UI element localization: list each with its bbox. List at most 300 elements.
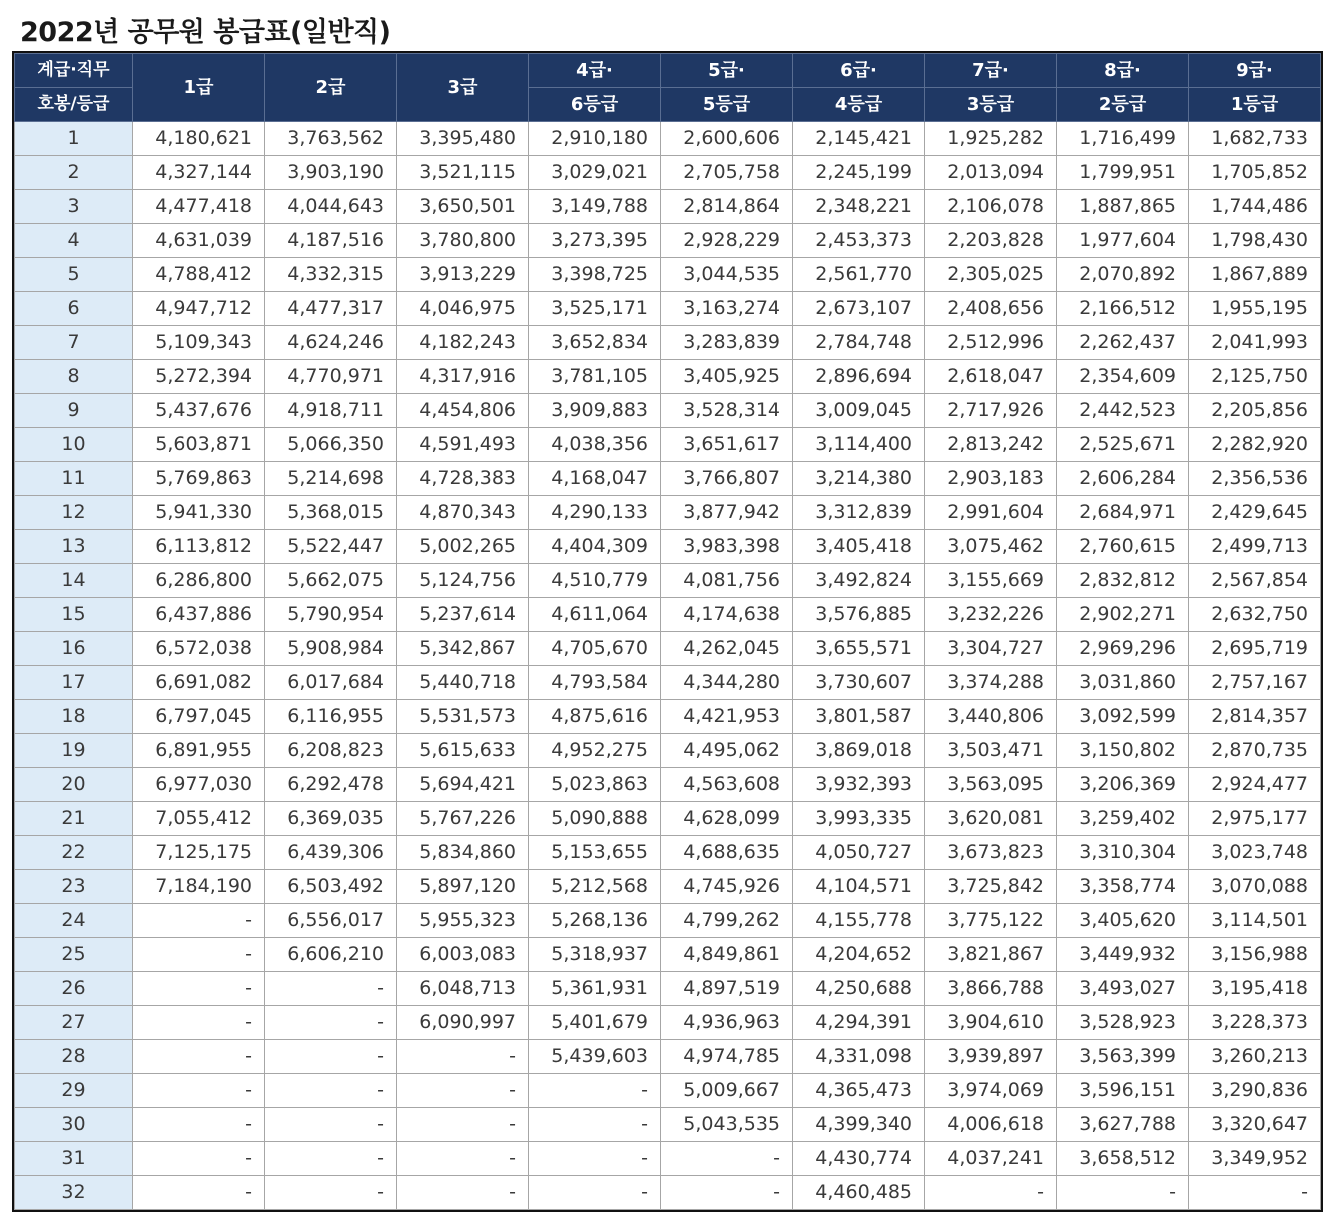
salary-cell: 4,870,343 <box>397 496 529 530</box>
salary-cell: 3,405,620 <box>1057 904 1189 938</box>
salary-cell: 2,512,996 <box>925 326 1057 360</box>
salary-cell: 3,374,288 <box>925 666 1057 700</box>
step-cell: 18 <box>15 700 133 734</box>
table-row <box>15 122 1321 156</box>
table-row <box>15 428 1321 462</box>
salary-cell: 2,832,812 <box>1057 564 1189 598</box>
salary-cell: 2,910,180 <box>529 122 661 156</box>
salary-cell: 4,875,616 <box>529 700 661 734</box>
salary-cell: 3,780,800 <box>397 224 529 258</box>
table-row <box>15 1006 1321 1040</box>
salary-cell: 4,332,315 <box>265 258 397 292</box>
salary-cell: 2,125,750 <box>1189 360 1321 394</box>
salary-cell: 6,977,030 <box>133 768 265 802</box>
table-row <box>15 156 1321 190</box>
salary-cell: 3,092,599 <box>1057 700 1189 734</box>
salary-cell: 4,477,418 <box>133 190 265 224</box>
salary-cell: 5,908,984 <box>265 632 397 666</box>
salary-cell: 3,029,021 <box>529 156 661 190</box>
salary-cell: 3,932,393 <box>793 768 925 802</box>
salary-cell: 2,903,183 <box>925 462 1057 496</box>
salary-cell: 6,369,035 <box>265 802 397 836</box>
salary-cell: 5,237,614 <box>397 598 529 632</box>
salary-cell: 2,760,615 <box>1057 530 1189 564</box>
column-header-grade: 7급· <box>925 54 1057 88</box>
salary-cell: 1,705,852 <box>1189 156 1321 190</box>
salary-cell: 2,924,477 <box>1189 768 1321 802</box>
salary-cell: 2,145,421 <box>793 122 925 156</box>
salary-cell: 4,624,246 <box>265 326 397 360</box>
salary-cell: 4,421,953 <box>661 700 793 734</box>
step-cell: 26 <box>15 972 133 1006</box>
column-header-grade: 9급· <box>1189 54 1321 88</box>
table-row <box>15 292 1321 326</box>
salary-cell: - <box>397 1176 529 1210</box>
table-row <box>15 836 1321 870</box>
salary-cell: 3,503,471 <box>925 734 1057 768</box>
salary-cell: 4,187,516 <box>265 224 397 258</box>
table-header <box>15 54 1321 122</box>
salary-cell: - <box>133 1176 265 1210</box>
salary-cell: - <box>265 1176 397 1210</box>
salary-cell: 3,652,834 <box>529 326 661 360</box>
salary-cell: 2,041,993 <box>1189 326 1321 360</box>
salary-cell: 1,887,865 <box>1057 190 1189 224</box>
salary-cell: 6,439,306 <box>265 836 397 870</box>
salary-cell: 2,525,671 <box>1057 428 1189 462</box>
salary-cell: 3,206,369 <box>1057 768 1189 802</box>
step-cell: 14 <box>15 564 133 598</box>
salary-cell: 4,046,975 <box>397 292 529 326</box>
salary-cell: 6,556,017 <box>265 904 397 938</box>
salary-cell: 3,725,842 <box>925 870 1057 904</box>
salary-cell: 1,682,733 <box>1189 122 1321 156</box>
step-cell: 11 <box>15 462 133 496</box>
salary-cell: 5,662,075 <box>265 564 397 598</box>
salary-cell: 4,631,039 <box>133 224 265 258</box>
salary-cell: 3,023,748 <box>1189 836 1321 870</box>
salary-cell: 4,947,712 <box>133 292 265 326</box>
salary-cell: 2,106,078 <box>925 190 1057 224</box>
salary-cell: 6,116,955 <box>265 700 397 734</box>
table-row <box>15 190 1321 224</box>
salary-cell: 4,182,243 <box>397 326 529 360</box>
table-row <box>15 224 1321 258</box>
salary-cell: - <box>265 1040 397 1074</box>
salary-cell: 2,928,229 <box>661 224 793 258</box>
step-cell: 29 <box>15 1074 133 1108</box>
salary-cell: 3,673,823 <box>925 836 1057 870</box>
step-cell: 5 <box>15 258 133 292</box>
salary-cell: 3,310,304 <box>1057 836 1189 870</box>
salary-cell: 5,603,871 <box>133 428 265 462</box>
salary-cell: 7,125,175 <box>133 836 265 870</box>
table-row <box>15 1108 1321 1142</box>
salary-cell: 4,628,099 <box>661 802 793 836</box>
salary-cell: 4,038,356 <box>529 428 661 462</box>
salary-cell: 5,440,718 <box>397 666 529 700</box>
salary-cell: 4,770,971 <box>265 360 397 394</box>
salary-cell: 3,974,069 <box>925 1074 1057 1108</box>
salary-cell: 4,430,774 <box>793 1142 925 1176</box>
salary-cell: 3,525,171 <box>529 292 661 326</box>
salary-cell: 5,790,954 <box>265 598 397 632</box>
salary-cell: 2,453,373 <box>793 224 925 258</box>
page-title: 2022년 공무원 봉급표(일반직) <box>20 17 391 48</box>
salary-cell: 3,195,418 <box>1189 972 1321 1006</box>
salary-cell: 3,909,883 <box>529 394 661 428</box>
salary-cell: 4,611,064 <box>529 598 661 632</box>
salary-cell: 3,492,824 <box>793 564 925 598</box>
salary-cell: 6,017,684 <box>265 666 397 700</box>
step-cell: 24 <box>15 904 133 938</box>
salary-cell: 6,572,038 <box>133 632 265 666</box>
salary-cell: 6,691,082 <box>133 666 265 700</box>
step-cell: 13 <box>15 530 133 564</box>
column-header-level: 4등급 <box>793 88 925 122</box>
salary-cell: 2,203,828 <box>925 224 1057 258</box>
table-row <box>15 1040 1321 1074</box>
salary-cell: 3,304,727 <box>925 632 1057 666</box>
table-row <box>15 326 1321 360</box>
salary-cell: 3,349,952 <box>1189 1142 1321 1176</box>
salary-cell: 5,401,679 <box>529 1006 661 1040</box>
salary-cell: 2,070,892 <box>1057 258 1189 292</box>
column-header-grade: 3급 <box>397 54 529 122</box>
salary-cell: 2,499,713 <box>1189 530 1321 564</box>
table-row <box>15 258 1321 292</box>
salary-cell: 3,259,402 <box>1057 802 1189 836</box>
salary-cell: 3,075,462 <box>925 530 1057 564</box>
salary-cell: 3,232,226 <box>925 598 1057 632</box>
salary-cell: 2,262,437 <box>1057 326 1189 360</box>
salary-cell: 3,312,839 <box>793 496 925 530</box>
salary-cell: 4,104,571 <box>793 870 925 904</box>
salary-cell: 3,398,725 <box>529 258 661 292</box>
step-cell: 6 <box>15 292 133 326</box>
salary-cell: 5,769,863 <box>133 462 265 496</box>
salary-cell: 2,717,926 <box>925 394 1057 428</box>
salary-cell: 1,798,430 <box>1189 224 1321 258</box>
salary-cell: 5,090,888 <box>529 802 661 836</box>
salary-cell: 4,155,778 <box>793 904 925 938</box>
salary-cell: 2,870,735 <box>1189 734 1321 768</box>
salary-cell: - <box>133 1142 265 1176</box>
salary-cell: 3,150,802 <box>1057 734 1189 768</box>
salary-cell: 1,925,282 <box>925 122 1057 156</box>
salary-cell: 4,290,133 <box>529 496 661 530</box>
salary-cell: 2,902,271 <box>1057 598 1189 632</box>
salary-cell: 3,869,018 <box>793 734 925 768</box>
salary-cell: 2,600,606 <box>661 122 793 156</box>
salary-cell: 3,405,418 <box>793 530 925 564</box>
salary-cell: 2,354,609 <box>1057 360 1189 394</box>
salary-cell: - <box>1189 1176 1321 1210</box>
step-cell: 19 <box>15 734 133 768</box>
salary-cell: 1,867,889 <box>1189 258 1321 292</box>
table-row <box>15 598 1321 632</box>
salary-cell: 1,977,604 <box>1057 224 1189 258</box>
step-cell: 16 <box>15 632 133 666</box>
salary-cell: 3,149,788 <box>529 190 661 224</box>
salary-cell: 4,180,621 <box>133 122 265 156</box>
salary-cell: 3,405,925 <box>661 360 793 394</box>
table-row <box>15 768 1321 802</box>
salary-cell: 4,294,391 <box>793 1006 925 1040</box>
salary-cell: 3,596,151 <box>1057 1074 1189 1108</box>
column-header-level: 1등급 <box>1189 88 1321 122</box>
column-header-grade: 6급· <box>793 54 925 88</box>
salary-cell: 5,124,756 <box>397 564 529 598</box>
salary-cell: - <box>397 1108 529 1142</box>
salary-cell: 5,214,698 <box>265 462 397 496</box>
column-header-grade: 4급· <box>529 54 661 88</box>
salary-cell: 2,969,296 <box>1057 632 1189 666</box>
salary-cell: 3,563,399 <box>1057 1040 1189 1074</box>
salary-cell: 3,260,213 <box>1189 1040 1321 1074</box>
step-cell: 12 <box>15 496 133 530</box>
salary-cell: 4,688,635 <box>661 836 793 870</box>
salary-cell: 4,793,584 <box>529 666 661 700</box>
salary-cell: 3,163,274 <box>661 292 793 326</box>
salary-cell: 3,913,229 <box>397 258 529 292</box>
table-body <box>15 122 1321 1210</box>
salary-cell: 1,955,195 <box>1189 292 1321 326</box>
salary-cell: 5,522,447 <box>265 530 397 564</box>
step-cell: 17 <box>15 666 133 700</box>
salary-cell: 3,877,942 <box>661 496 793 530</box>
salary-cell: 3,320,647 <box>1189 1108 1321 1142</box>
salary-cell: 3,070,088 <box>1189 870 1321 904</box>
step-cell: 23 <box>15 870 133 904</box>
salary-cell: 4,399,340 <box>793 1108 925 1142</box>
salary-cell: 4,974,785 <box>661 1040 793 1074</box>
salary-cell: 5,941,330 <box>133 496 265 530</box>
salary-cell: 1,716,499 <box>1057 122 1189 156</box>
salary-cell: 2,282,920 <box>1189 428 1321 462</box>
salary-cell: 4,317,916 <box>397 360 529 394</box>
salary-cell: 4,365,473 <box>793 1074 925 1108</box>
salary-cell: 5,368,015 <box>265 496 397 530</box>
step-cell: 8 <box>15 360 133 394</box>
salary-cell: 2,606,284 <box>1057 462 1189 496</box>
salary-cell: 5,002,265 <box>397 530 529 564</box>
salary-cell: 4,327,144 <box>133 156 265 190</box>
corner-header-bottom: 호봉/등급 <box>15 88 133 122</box>
salary-cell: - <box>397 1040 529 1074</box>
column-header-level: 6등급 <box>529 88 661 122</box>
salary-cell: 3,766,807 <box>661 462 793 496</box>
salary-cell: 3,156,988 <box>1189 938 1321 972</box>
salary-cell: 3,290,836 <box>1189 1074 1321 1108</box>
salary-cell: 6,437,886 <box>133 598 265 632</box>
salary-cell: 7,055,412 <box>133 802 265 836</box>
salary-cell: 5,272,394 <box>133 360 265 394</box>
step-cell: 4 <box>15 224 133 258</box>
salary-cell: - <box>133 1074 265 1108</box>
salary-cell: 4,174,638 <box>661 598 793 632</box>
salary-cell: 5,439,603 <box>529 1040 661 1074</box>
salary-cell: 4,705,670 <box>529 632 661 666</box>
salary-cell: 5,043,535 <box>661 1108 793 1142</box>
step-cell: 21 <box>15 802 133 836</box>
step-cell: 9 <box>15 394 133 428</box>
salary-cell: 5,212,568 <box>529 870 661 904</box>
step-cell: 10 <box>15 428 133 462</box>
salary-cell: - <box>133 1108 265 1142</box>
salary-cell: 2,673,107 <box>793 292 925 326</box>
table-row <box>15 734 1321 768</box>
salary-cell: - <box>529 1142 661 1176</box>
salary-cell: 4,081,756 <box>661 564 793 598</box>
salary-cell: 2,205,856 <box>1189 394 1321 428</box>
salary-cell: 3,493,027 <box>1057 972 1189 1006</box>
salary-cell: - <box>265 972 397 1006</box>
salary-cell: 3,283,839 <box>661 326 793 360</box>
salary-cell: 5,437,676 <box>133 394 265 428</box>
salary-cell: 4,745,926 <box>661 870 793 904</box>
salary-cell: - <box>529 1074 661 1108</box>
salary-cell: 4,799,262 <box>661 904 793 938</box>
column-header-level: 3등급 <box>925 88 1057 122</box>
salary-cell: 6,208,823 <box>265 734 397 768</box>
salary-cell: 4,510,779 <box>529 564 661 598</box>
salary-cell: 6,003,083 <box>397 938 529 972</box>
table-row <box>15 938 1321 972</box>
table-row <box>15 666 1321 700</box>
salary-cell: 4,037,241 <box>925 1142 1057 1176</box>
salary-cell: 4,918,711 <box>265 394 397 428</box>
salary-cell: - <box>1057 1176 1189 1210</box>
salary-cell: 4,454,806 <box>397 394 529 428</box>
table-row <box>15 802 1321 836</box>
step-cell: 27 <box>15 1006 133 1040</box>
salary-cell: 2,442,523 <box>1057 394 1189 428</box>
salary-cell: 3,031,860 <box>1057 666 1189 700</box>
step-cell: 28 <box>15 1040 133 1074</box>
salary-cell: - <box>397 1074 529 1108</box>
table-row <box>15 870 1321 904</box>
salary-cell: 2,429,645 <box>1189 496 1321 530</box>
salary-cell: 6,606,210 <box>265 938 397 972</box>
salary-cell: 3,273,395 <box>529 224 661 258</box>
step-cell: 1 <box>15 122 133 156</box>
salary-cell: 3,155,669 <box>925 564 1057 598</box>
salary-cell: 4,168,047 <box>529 462 661 496</box>
column-header-level: 2등급 <box>1057 88 1189 122</box>
salary-cell: 4,728,383 <box>397 462 529 496</box>
salary-cell: 3,114,400 <box>793 428 925 462</box>
salary-cell: - <box>529 1108 661 1142</box>
salary-cell: 3,214,380 <box>793 462 925 496</box>
salary-cell: 5,361,931 <box>529 972 661 1006</box>
salary-cell: - <box>397 1142 529 1176</box>
salary-cell: 3,763,562 <box>265 122 397 156</box>
salary-cell: 2,305,025 <box>925 258 1057 292</box>
salary-cell: 3,576,885 <box>793 598 925 632</box>
salary-cell: 5,066,350 <box>265 428 397 462</box>
salary-table-container <box>12 51 1323 1212</box>
column-header-grade: 2급 <box>265 54 397 122</box>
salary-cell: 6,090,997 <box>397 1006 529 1040</box>
salary-cell: 6,286,800 <box>133 564 265 598</box>
salary-cell: 4,250,688 <box>793 972 925 1006</box>
salary-cell: 3,730,607 <box>793 666 925 700</box>
salary-cell: 3,528,314 <box>661 394 793 428</box>
salary-cell: 3,440,806 <box>925 700 1057 734</box>
salary-cell: 5,023,863 <box>529 768 661 802</box>
salary-cell: 1,799,951 <box>1057 156 1189 190</box>
salary-cell: 6,048,713 <box>397 972 529 1006</box>
salary-cell: 3,521,115 <box>397 156 529 190</box>
salary-cell: 7,184,190 <box>133 870 265 904</box>
salary-cell: 3,528,923 <box>1057 1006 1189 1040</box>
column-header-grade: 5급· <box>661 54 793 88</box>
salary-cell: 5,009,667 <box>661 1074 793 1108</box>
salary-cell: 6,113,812 <box>133 530 265 564</box>
salary-cell: 5,955,323 <box>397 904 529 938</box>
salary-cell: 2,632,750 <box>1189 598 1321 632</box>
salary-cell: 4,897,519 <box>661 972 793 1006</box>
table-row <box>15 360 1321 394</box>
salary-cell: 3,658,512 <box>1057 1142 1189 1176</box>
salary-cell: 4,006,618 <box>925 1108 1057 1142</box>
salary-cell: 2,814,864 <box>661 190 793 224</box>
salary-cell: 5,342,867 <box>397 632 529 666</box>
salary-cell: 3,939,897 <box>925 1040 1057 1074</box>
salary-cell: 3,563,095 <box>925 768 1057 802</box>
salary-cell: 2,975,177 <box>1189 802 1321 836</box>
table-row <box>15 1074 1321 1108</box>
table-row <box>15 394 1321 428</box>
table-row <box>15 632 1321 666</box>
salary-cell: - <box>925 1176 1057 1210</box>
step-cell: 31 <box>15 1142 133 1176</box>
salary-cell: 3,114,501 <box>1189 904 1321 938</box>
salary-cell: 4,563,608 <box>661 768 793 802</box>
table-row <box>15 972 1321 1006</box>
step-cell: 3 <box>15 190 133 224</box>
salary-cell: 4,460,485 <box>793 1176 925 1210</box>
salary-cell: 2,705,758 <box>661 156 793 190</box>
salary-cell: 2,684,971 <box>1057 496 1189 530</box>
table-row <box>15 462 1321 496</box>
corner-header-top: 계급·직무 <box>15 54 133 88</box>
salary-cell: 5,268,136 <box>529 904 661 938</box>
salary-cell: 3,620,081 <box>925 802 1057 836</box>
step-cell: 15 <box>15 598 133 632</box>
salary-cell: 4,591,493 <box>397 428 529 462</box>
step-cell: 32 <box>15 1176 133 1210</box>
step-cell: 30 <box>15 1108 133 1142</box>
step-cell: 25 <box>15 938 133 972</box>
salary-cell: 2,567,854 <box>1189 564 1321 598</box>
salary-cell: 2,348,221 <box>793 190 925 224</box>
salary-cell: 2,991,604 <box>925 496 1057 530</box>
salary-cell: 2,757,167 <box>1189 666 1321 700</box>
salary-cell: 4,050,727 <box>793 836 925 870</box>
salary-cell: 2,013,094 <box>925 156 1057 190</box>
salary-cell: 2,166,512 <box>1057 292 1189 326</box>
table-row <box>15 1142 1321 1176</box>
column-header-level: 5등급 <box>661 88 793 122</box>
salary-cell: 5,834,860 <box>397 836 529 870</box>
column-header-grade: 1급 <box>133 54 265 122</box>
salary-cell: 3,801,587 <box>793 700 925 734</box>
table-row <box>15 1176 1321 1210</box>
column-header-grade: 8급· <box>1057 54 1189 88</box>
table-row <box>15 496 1321 530</box>
